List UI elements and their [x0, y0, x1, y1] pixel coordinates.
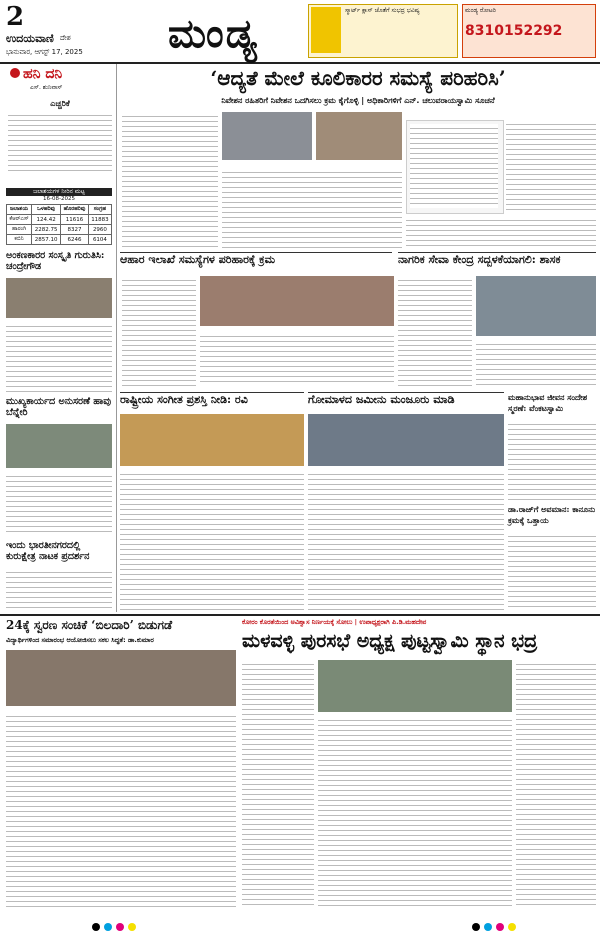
lead-quote-text [410, 124, 498, 208]
s8-body-1 [242, 660, 314, 908]
s5-body [508, 420, 596, 500]
lead-body-col3 [406, 216, 596, 248]
s2-body-2 [476, 340, 596, 386]
s1-body-1 [122, 276, 196, 386]
table-title: ಜಲಾಶಯಗಳ ನೀರಿನ ಮಟ್ಟ [6, 188, 112, 196]
s8-body-3 [516, 660, 596, 908]
ad1-text: ಸ್ಮಾರ್ಟ್ ಕ್ಲಾಸ್ ಜೊತೆಗೆ ಸುಭದ್ರ ಭವಿಷ್ಯ [345, 7, 420, 14]
lead-headline[interactable]: ‘ಆದ್ಯತೆ ಮೇಲೆ ಕೂಲಿಕಾರರ ಸಮಸ್ಯೆ ಪರಿಹರಿಸಿ’ [210, 66, 506, 90]
ad2-phone: 8310152292 [465, 23, 563, 39]
s7-body [6, 712, 236, 908]
box-body [8, 111, 112, 171]
masthead [0, 0, 600, 64]
ad-phone-icon [311, 7, 341, 53]
left-story2-body [6, 472, 112, 532]
left-story2-headline[interactable]: ಮುಖ್ಯಕಾರ್ಯದ ಅನುಸರಣೆ ಹಾವು ಬೆನ್ನೇರಿ [6, 396, 111, 418]
divider [0, 614, 600, 616]
lead-photo-2 [316, 112, 402, 160]
lead-right-col [506, 120, 596, 212]
s2-photo [476, 276, 596, 336]
table-header-row: ಜಲಾಶಯ ಒಳಹರಿವು ಹೊರಹರಿವು ಸಂಗ್ರಹ [7, 205, 112, 215]
advertisement-2[interactable] [462, 4, 596, 58]
s4-headline[interactable]: ಗೋಮಾಳದ ಜಮೀನು ಮಂಜೂರು ಮಾಡಿ [308, 392, 504, 407]
s3-photo [120, 414, 304, 466]
lead-body-col2 [222, 168, 402, 248]
paper-name: ಉದಯವಾಣಿ [6, 32, 54, 45]
print-registration-marks [0, 912, 600, 928]
s6-headline[interactable]: ಡಾ.ರಾಜ್‌ಗೆ ಅವಮಾನ: ಕಾನೂನು ಕ್ರಮಕ್ಕೆ ಒತ್ತಾಯ [508, 504, 596, 525]
advertisement-1[interactable] [308, 4, 458, 58]
lead-photo-1 [222, 112, 312, 160]
column-box [8, 100, 112, 180]
lead-subheadline: ನಿವೇಶನ ರಹಿತರಿಗೆ ನಿವೇಶನ ಒದಗಿಸಲು ಕ್ರಮ ಕೈಗೊಳ್ಳಿ | ಅಧಿಕಾರಿಗಳಿಗೆ ಎನ್. ಚಲುವರಾಯಸ್ವಾಮಿ ಸೂಚನೆ [221, 96, 495, 105]
table-row: ಕಬಿನಿ 2857.10 6246 6104 [7, 235, 112, 245]
s8-body-2 [318, 716, 512, 908]
s1-photo [200, 276, 394, 326]
s7-photo [6, 650, 236, 706]
left-story1-headline[interactable]: ಅಂಕಣಕಾರರ ಸಂಸ್ಕೃತಿ ಗುರುತಿಸಿ: ಚಂದ್ರೇಗೌಡ [6, 250, 105, 272]
s6-body [508, 532, 596, 610]
ad2-text: ಮಂಡ್ಯ ರೋಟರಿ [465, 7, 496, 14]
left-story3-headline[interactable]: ಇಂದು ಭಾರತೀನಗರದಲ್ಲಿ ಕುರುಕ್ಷೇತ್ರ ನಾಟಕ ಪ್ರದರ್ಶನ [6, 540, 90, 562]
table-row: ಕೆಆರ್‌ಎಸ್ 124.42 11616 11883 [7, 215, 112, 225]
left-story2-photo [6, 424, 112, 468]
column-author: ಎಸ್. ಶುನಿವಾಸ್ [30, 84, 63, 91]
edition: ದೇಶ [60, 34, 71, 42]
column-title: ಹನಿ ದನಿ [10, 66, 62, 82]
date: ಭಾನುವಾರ, ಆಗಸ್ಟ್ 17, 2025 [6, 48, 83, 56]
s8-kicker: ಕೋರಂ ಕೊರತೆಯಿಂದ ಅವಿಶ್ವಾಸ ನಿರ್ಣಯಕ್ಕೆ ಸೋಲು | ಉಪಾಧ್ಯಕ್ಷರಾಗಿ ಪಿ.ಡಿ.ಮಹದೇವ [242, 618, 427, 626]
page-number: 2 [6, 2, 25, 32]
reservoir-table [6, 204, 112, 245]
s1-headline[interactable]: ಆಹಾರ ಇಲಾಖೆ ಸಮಸ್ಯೆಗಳ ಪರಿಹಾರಕ್ಕೆ ಕ್ರಮ [120, 252, 392, 267]
s7-subheadline: ವಿದ್ಯಾರ್ಥಿಗಳಿಂದ ಸಮಾರಂಭ ಆಯೋಜಿಸಲು ಸಕಲ ಸಿದ್ಧತೆ: ಡಾ.ಕುಮಾರ [6, 636, 154, 644]
s2-headline[interactable]: ನಾಗರಿಕ ಸೇವಾ ಕೇಂದ್ರ ಸದ್ಬಳಕೆಯಾಗಲಿ: ಶಾಸಕ [398, 252, 596, 267]
s2-body-1 [398, 276, 472, 386]
s4-photo [308, 414, 504, 466]
table-date: 16-08-2025 [43, 196, 75, 202]
s5-headline[interactable]: ಮಹಾನುಭಾವ ಜೀವನ ಸಂದೇಶ ಸ್ಮರಣೆ: ವೆಂಕಟಸ್ವಾಮಿ [508, 392, 588, 413]
s8-headline[interactable]: ಮಳವಳ್ಳಿ ಪುರಸಭೆ ಅಧ್ಯಕ್ಷ ಪುಟ್ಟಸ್ವಾಮಿ ಸ್ಥಾನ ಭದ್ರ [242, 630, 538, 652]
left-story3-body [6, 568, 112, 608]
district-title: ಮಂಡ್ಯ [168, 10, 259, 57]
s4-body [308, 470, 504, 610]
left-story1-body [6, 322, 112, 392]
box-heading: ಎಚ್ಚರಿಕೆ [50, 99, 70, 108]
s7-headline[interactable]: 24ಕ್ಕೆ ಸ್ವರಣ ಸಂಚಿಕೆ ‘ಬಿಲದಾರಿ’ ಬಿಡುಗಡೆ [6, 618, 173, 632]
table-row: ಹಾರಂಗಿ 2282.75 8327 2960 [7, 225, 112, 235]
s3-body [120, 470, 304, 610]
left-story1-photo [6, 278, 112, 318]
s1-body-2 [200, 332, 394, 386]
s8-photo [318, 660, 512, 712]
s3-headline[interactable]: ರಾಷ್ಟ್ರೀಯ ಸಂಗೀತ ಪ್ರಶಸ್ತಿ ನೀಡಿ: ರವಿ [120, 392, 304, 407]
lead-body-col1 [122, 112, 218, 248]
